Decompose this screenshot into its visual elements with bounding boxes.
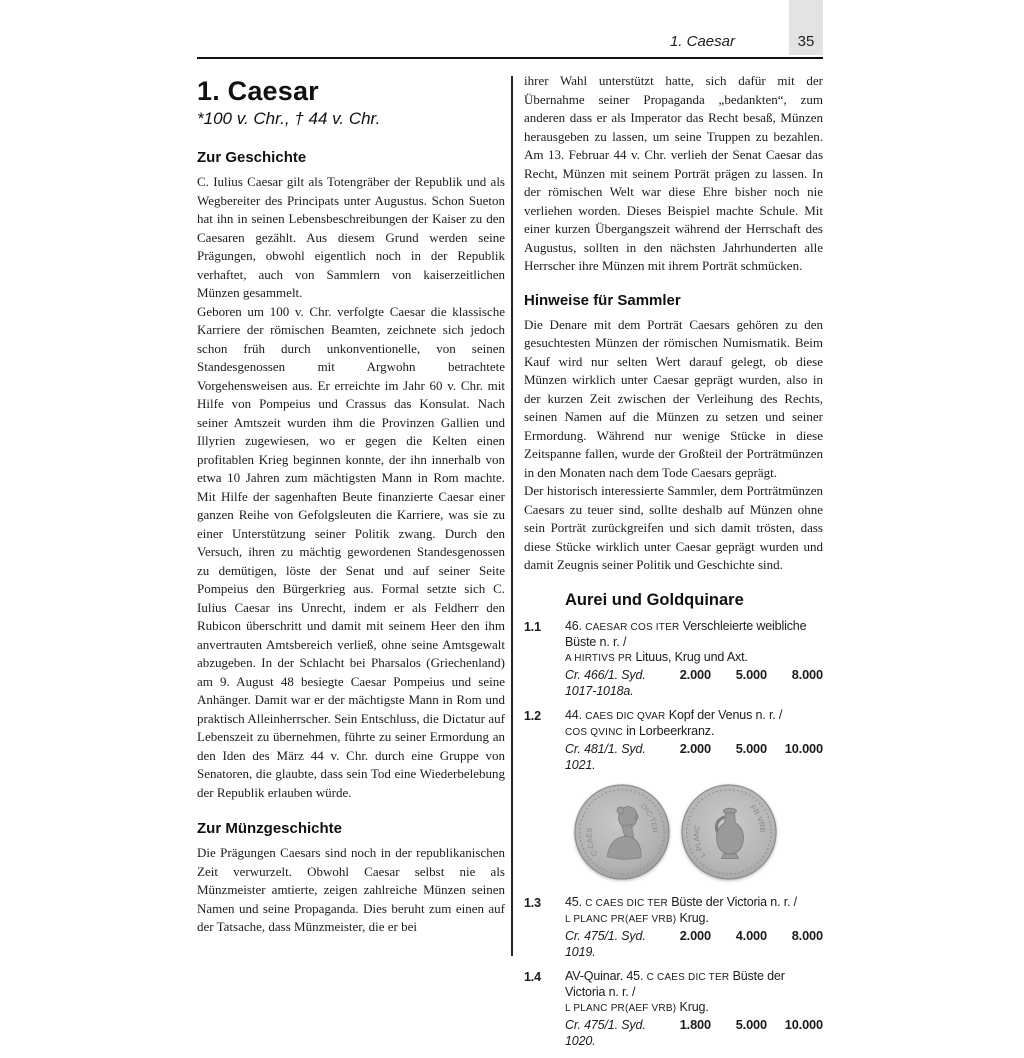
text-segment: Krug. [676,910,709,925]
chapter-subtitle: *100 v. Chr., † 44 v. Chr. [197,109,381,128]
catalog-entry [524,619,823,699]
entry-description-line [565,911,823,927]
text-segment: Büste der Victoria n. r. / [565,968,789,999]
entry-description-line [565,895,823,911]
text-segment: L PLANC PR(AEF VRB) [565,913,677,925]
entry-description-line [565,724,823,740]
catalog-heading: Aurei und Goldquinare [565,590,744,609]
entry-price-2: 5.000 [735,1016,767,1032]
text-segment: Lituus, Krug und Axt. [632,649,748,664]
entry-reference-row [565,741,823,773]
text-segment: Kopf der Venus n. r. / [665,707,783,722]
collectors-paragraph-2: Der historisch interessierte Sammler, dem Porträtmünzen Caesars zu teuer sind, sollte deshalb auf Münzen ohne sein Porträt zurückgreifen und sich damit trösten, dass diese Stücke wirklich unter Caesar geprägt wurden und damit Zeugnis seiner Politik und Geschichte sind. [524,483,823,572]
entry-reference: Cr. 481/1. Syd. 1021. [565,741,646,772]
entry-price-2: 5.000 [735,740,767,756]
entry-price-2: 5.000 [735,666,767,682]
text-segment: L PLANC PR(AEF VRB) [565,1002,677,1014]
coin-legend: L·PLANC [691,824,708,859]
text-segment: AV-Quinar. 45. [565,968,647,983]
text-segment: C CAES DIC TER [585,897,668,909]
catalog-section [524,591,823,1049]
entry-price-1: 2.000 [679,927,711,943]
text-segment: 44. [565,707,586,722]
entry-reference-row [565,928,823,960]
header-rule [197,57,823,59]
entry-reference: Cr. 475/1. Syd. 1020. [565,1017,646,1048]
text-segment: CAES DIC QVAR [585,710,666,722]
entry-price-3: 8.000 [791,666,823,682]
page-number-box [789,0,823,55]
entry-price-3: 8.000 [791,927,823,943]
entry-description-line [565,1000,823,1016]
text-segment: C CAES DIC TER [646,971,730,983]
coin-legend: PR·VRB [748,802,768,833]
heading-hinweise-fuer-sammler: Hinweise für Sammler [524,291,681,309]
entry-price-1: 2.000 [679,666,711,682]
entry-price-3: 10.000 [784,1016,823,1032]
running-header [197,0,823,57]
entry-description-line [565,969,823,1000]
text-segment: COS QVINC [565,726,623,738]
entry-price-1: 2.000 [679,740,711,756]
entry-body [565,969,823,1049]
text-segment: Büste der Victoria n. r. / [667,894,798,909]
catalog-entry [524,895,823,960]
entry-description-line [565,619,823,650]
catalog-entry [524,969,823,1049]
entry-number: 1.3 [524,895,541,910]
coin-photographs [528,783,823,883]
coin-legend: C·CAES [584,826,600,858]
coinage-paragraph-continuation: ihrer Wahl unterstützt hatte, sich dafür mit der Übernahme seiner Propaganda „bedankten“, zum anderen dass er als Imperator das Recht besaß, Münzen herausgeben zu lassen, um seine Truppen zu bezahlen. Am 13. Februar 44 v. Chr. verlieh der Senat Caesar das Recht, Münzen mit seinem Porträt prägen zu lassen. In der römischen Welt war diese Ehre bisher noch nie verliehen worden. Dieses Beispiel machte Schule. Mit einer kurzen Übergangszeit während der Herrschaft des Augustus, sollten in den nächsten Jahrhunderten alle Herrscher ihre Münzen mit ihrem Porträt schmücken. [524,73,823,273]
entry-reference: Cr. 475/1. Syd. 1019. [565,928,646,959]
text-segment: in Lorbeerkranz. [622,723,715,738]
entry-body [565,895,823,960]
text-segment: A HIRTIVS PR [565,652,633,664]
entry-number: 1.4 [524,969,541,984]
entry-reference-row [565,667,823,699]
entry-description-line [565,650,823,666]
coin-reverse-photo-jug-icon [680,783,778,881]
entry-reference-row [565,1017,823,1049]
coin-legend: DIC·TER [639,801,660,833]
text-segment: 45. [565,894,586,909]
catalog-entry [524,708,823,773]
column-divider [511,76,513,956]
entry-body [565,619,823,699]
page-number: 35 [797,33,815,50]
collectors-paragraph-1: Die Denare mit dem Porträt Caesars gehören zu den gesuchtesten Münzen der römischen Numismatik. Beim Kauf wird nur selten Wert darauf gelegt, ob diese Münzen wirklich unter Caesar geprägt wurden, also in der kurzen Zeit zwischen der Verleihung des Rechts, seinen Namen auf die Münzen zu setzen und seiner Ermordung. Während nur wenige Stücke in diese Zeitspanne fallen, wurde der Großteil der Porträtmünzen in den Monaten nach dem Tode Caesars geprägt. [524,316,823,480]
text-segment: 46. [565,618,586,633]
history-paragraph-1: C. Iulius Caesar gilt als Totengräber der Republik und als Wegbereiter des Principats unter Augustus. Schon Sueton hat ihn in seinen Lebensbeschreibungen der Kaiser zu den Caesaren gezählt. Aus diesem Grund werden seine Prägungen, obwohl eigentlich noch in der Republik verhaftet, auch von Sammlern von kaiserzeitlichen Münzen gesammelt. [197,174,505,300]
heading-zur-muenzgeschichte: Zur Münzgeschichte [197,820,343,837]
left-column [197,68,505,937]
right-column [524,68,823,1058]
running-title: 1. Caesar [669,33,735,50]
entry-number: 1.2 [524,708,541,723]
coinage-paragraph: Die Prägungen Caesars sind noch in der republikanischen Zeit verwurzelt. Obwohl Caesar selbst nie als Münzmeister amtierte, zeigen zahlreiche Münzen seinen Namen und seine Propaganda. Dies beruht zum einen auf der Tatsache, dass Münzmeister, die er bei [197,845,505,934]
text-segment: CAESAR COS ITER [585,621,680,633]
entry-number: 1.1 [524,619,541,634]
history-paragraph-2: Geboren um 100 v. Chr. verfolgte Caesar die klassische Karriere der römischen Beamten, zeichnete sich jedoch schon früh durch unkonventionelle, von seinen Standesgenossen mit Argwohn betrachtete Vorgehensweisen aus. Er erreichte im Jahr 60 v. Chr. mit Hilfe von Pompeius und Crassus das Konsulat. Nach seiner Amtszeit wurden ihm die Provinzen Gallien und Illyrien zugewiesen, wo er gegen die Kelten einen profitablen Krieg beginnen konnte, der ihn innerhalb von etwa 10 Jahren zum mächtigsten Mann in Rom machte. Mit Hilfe der sagenhaften Beute finanzierte Caesar einer ganzen Reihe von Gefolgsleuten die Karriere, was sie zu einer Unterstützung seiner Politik zwang. Durch den Versuch, ihren zu mächtig gewordenen Standesgenossen zu demütigen, löste der Senat und auf seiner Seite Pompeius den Bürgerkrieg aus. Formal setzte sich C. Iulius Caesar ins Unrecht, indem er als Feldherr den Rubicon überschritt und damit mit seinem Heer den ihm anvertrauten Amtsbereich verließ, ohne seine Amtsgewalt abzugeben. In der Schlacht bei Pharsalos (Griechenland) am 9. August 48 besiegte Caesar Pompeius und seine Anhänger. Damit war er der mächtigste Mann in Rom und praktisch Alleinherrscher. Sein Entschluss, die Dictatur auf Lebenszeit zu übernehmen, führte zu seiner Ermordung an den Iden des März 44 v. Chr. durch eine Gruppe von Senatoren, die glaubte, dass sein Tod eine Wiederbelebung der Republik erlauben würde. [197,303,505,800]
entry-reference: Cr. 466/1. Syd. 1017-1018a. [565,667,646,698]
entry-price-2: 4.000 [735,927,767,943]
text-segment: Verschleierte weibliche Büste n. r. / [565,618,810,649]
entry-price-1: 1.800 [679,1016,711,1032]
entry-description-line [565,708,823,724]
chapter-title: 1. Caesar [197,76,319,106]
coin-obverse-photo-victoria-bust-icon [573,783,671,881]
heading-zur-geschichte: Zur Geschichte [197,149,307,166]
entry-price-3: 10.000 [784,740,823,756]
entry-body [565,708,823,773]
text-segment: Krug. [676,999,709,1014]
